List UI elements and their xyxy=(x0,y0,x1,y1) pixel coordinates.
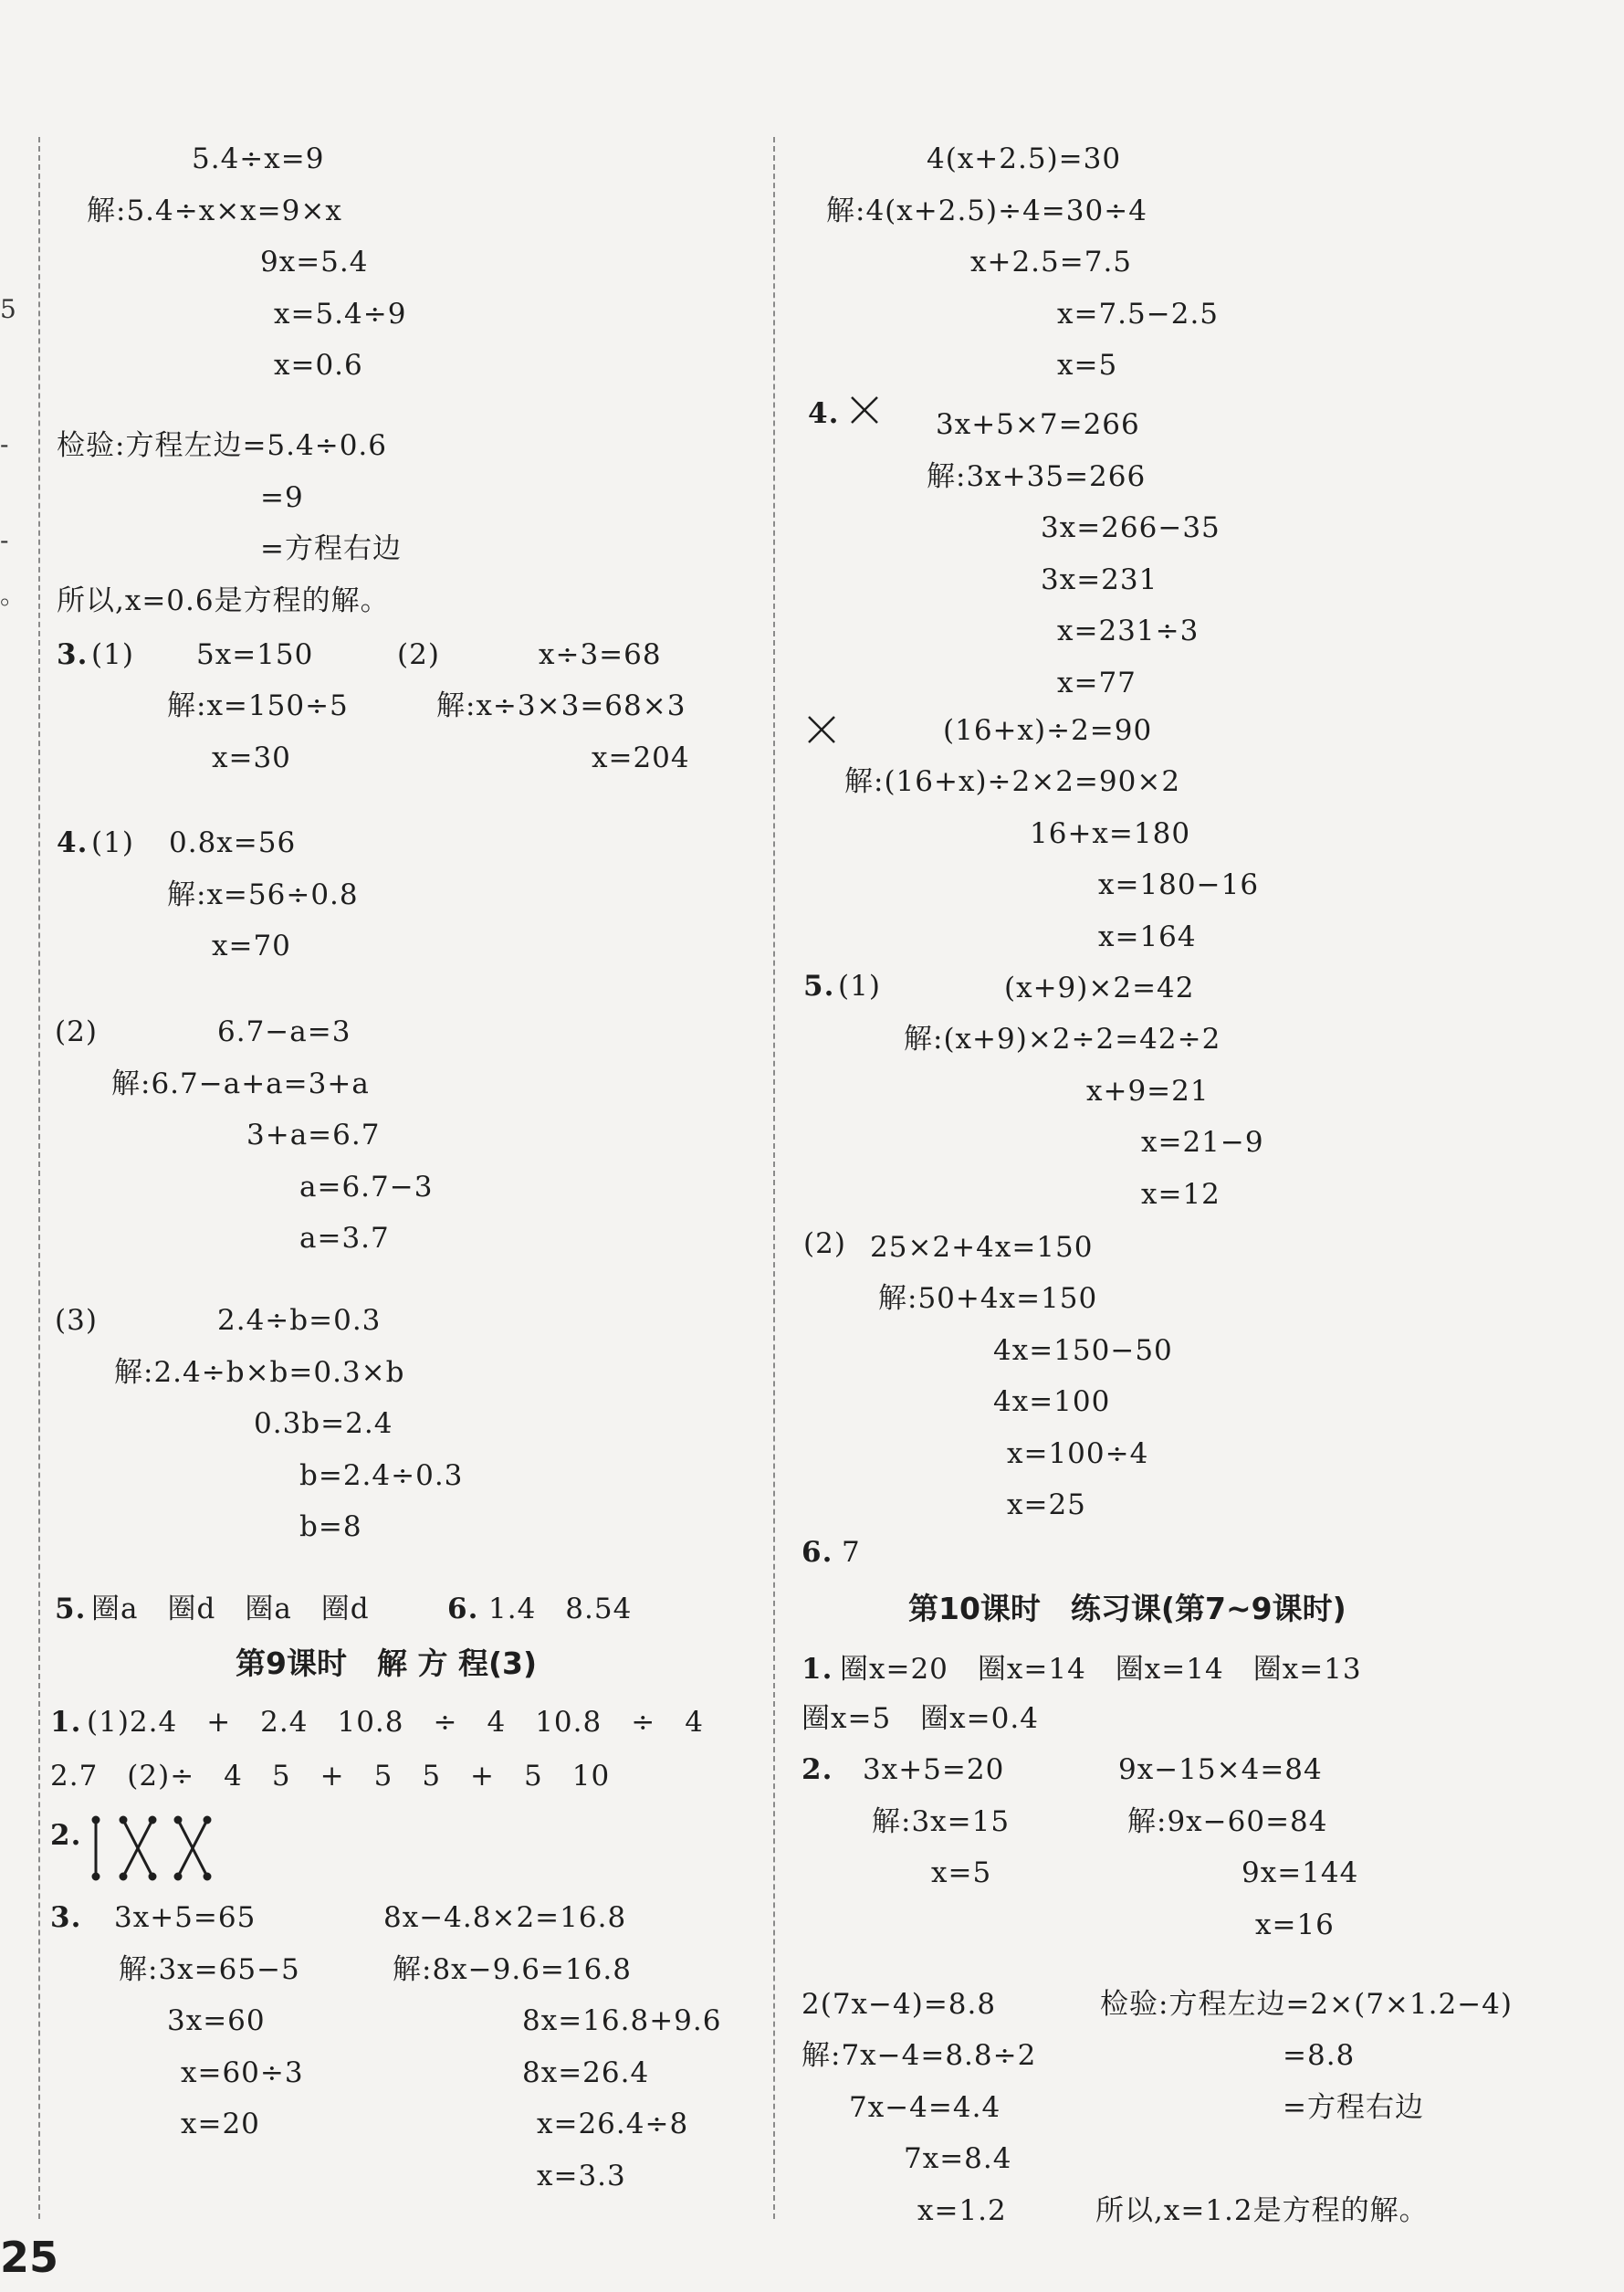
solution-line: 3x=266−35 xyxy=(1041,511,1221,544)
solution-line: 解:5.4÷x×x=9×x xyxy=(87,195,342,227)
solution-line: x=16 xyxy=(1255,1908,1335,1941)
solution-line: x=25 xyxy=(1007,1488,1086,1521)
equation-line: 4(x+2.5)=30 xyxy=(927,142,1122,175)
solution-line: x=0.6 xyxy=(274,349,363,382)
edge-fragment: - xyxy=(0,525,9,555)
solution-line: x=164 xyxy=(1098,920,1197,953)
solution-line: 解:8x−9.6=16.8 xyxy=(393,1953,632,1986)
answer-text: 2.7 (2)÷ 4 5 + 5 5 + 5 10 xyxy=(50,1760,611,1793)
solution-line: x+9=21 xyxy=(1086,1075,1210,1108)
solution-line: 9x=5.4 xyxy=(260,246,369,279)
sub-question-label: (2) xyxy=(803,1227,846,1260)
check-line: 检验:方程左边=5.4÷0.6 xyxy=(57,429,387,462)
equation-line: 25×2+4x=150 xyxy=(870,1231,1094,1264)
question-number: 4. xyxy=(57,826,89,859)
sub-question-label: (2) xyxy=(55,1015,98,1048)
solution-line: x=180−16 xyxy=(1098,868,1260,901)
answer-text: (1)2.4 + 2.4 10.8 ÷ 4 10.8 ÷ 4 xyxy=(87,1706,704,1739)
sub-question-label: (1) xyxy=(91,826,134,859)
solution-line: x=204 xyxy=(592,741,690,774)
solution-line: 解:3x=65−5 xyxy=(119,1953,300,1986)
check-line: 检验:方程左边=2×(7×1.2−4) xyxy=(1100,1988,1514,2021)
solution-line: a=6.7−3 xyxy=(299,1171,434,1204)
solution-line: 解:50+4x=150 xyxy=(878,1282,1098,1315)
equation-line: 9x−15×4=84 xyxy=(1118,1753,1323,1786)
solution-line: 解:x÷3×3=68×3 xyxy=(436,689,686,722)
solution-line: 解:(16+x)÷2×2=90×2 xyxy=(844,765,1181,798)
answer-text: 圈x=20 圈x=14 圈x=14 圈x=13 xyxy=(840,1653,1362,1686)
check-line: =方程右边 xyxy=(1283,2091,1424,2124)
equation-line: (16+x)÷2=90 xyxy=(943,714,1153,747)
answer-text: 圈a 圈d 圈a 圈d xyxy=(91,1593,370,1625)
question-number: 3. xyxy=(50,1901,82,1934)
answer-text: 1.4 8.54 xyxy=(488,1593,633,1625)
equation-line: 5.4÷x=9 xyxy=(192,142,325,175)
solution-line: 0.3b=2.4 xyxy=(254,1407,393,1440)
question-number: 3. xyxy=(57,638,89,671)
solution-line: 解:7x−4=8.8÷2 xyxy=(802,2039,1037,2072)
solution-line: 解:x=150÷5 xyxy=(167,689,349,722)
sub-question-label: (1) xyxy=(838,970,881,1003)
solution-line: 解:6.7−a+a=3+a xyxy=(111,1067,370,1100)
solution-line: 解:2.4÷b×b=0.3×b xyxy=(114,1356,405,1389)
conclusion-line: 所以,x=1.2是方程的解。 xyxy=(1095,2194,1429,2227)
equation-line: 3x+5=20 xyxy=(863,1753,1005,1786)
solution-line: x=231÷3 xyxy=(1057,615,1200,647)
solution-line: x=7.5−2.5 xyxy=(1057,298,1220,331)
answer-text: 圈x=5 圈x=0.4 xyxy=(802,1702,1039,1735)
solution-line: x=26.4÷8 xyxy=(537,2108,689,2140)
solution-line: 解:(x+9)×2÷2=42÷2 xyxy=(904,1023,1221,1056)
solution-line: x=70 xyxy=(212,930,291,962)
equation-line: 8x−4.8×2=16.8 xyxy=(383,1901,627,1934)
solution-line: x=30 xyxy=(212,741,291,774)
column-divider xyxy=(773,137,775,2219)
solution-line: 3x=60 xyxy=(167,2004,266,2037)
solution-line: 解:3x+35=266 xyxy=(927,460,1147,493)
edge-fragment: - xyxy=(0,429,9,459)
question-number: 6. xyxy=(447,1593,479,1625)
solution-line: x=21−9 xyxy=(1141,1126,1264,1159)
equation-line: 0.8x=56 xyxy=(169,826,297,859)
lesson-title: 第10课时 练习课(第7~9课时) xyxy=(908,1591,1346,1626)
sub-question-label: (1) xyxy=(91,638,134,671)
solution-line: 16+x=180 xyxy=(1030,817,1191,850)
solution-line: x=77 xyxy=(1057,667,1137,699)
equation-line: 3x+5=65 xyxy=(114,1901,257,1934)
solution-line: 8x=16.8+9.6 xyxy=(522,2004,722,2037)
solution-line: 7x=8.4 xyxy=(904,2142,1012,2175)
question-number: 4. xyxy=(808,397,840,430)
solution-line: x=3.3 xyxy=(537,2160,626,2192)
question-number: 5. xyxy=(55,1593,87,1625)
solution-line: 9x=144 xyxy=(1242,1856,1359,1889)
cross-mark-icon xyxy=(806,714,837,745)
question-number: 5. xyxy=(803,970,835,1003)
solution-line: x=100÷4 xyxy=(1007,1437,1149,1470)
lesson-title: 第9课时 解 方 程(3) xyxy=(236,1645,538,1681)
solution-line: x=5 xyxy=(931,1856,992,1889)
conclusion-line: 所以,x=0.6是方程的解。 xyxy=(57,584,390,617)
edge-fragment: 5 xyxy=(0,294,16,324)
check-line: =方程右边 xyxy=(260,532,402,565)
sub-question-label: (3) xyxy=(55,1304,98,1337)
question-number: 1. xyxy=(50,1706,82,1739)
solution-line: 4x=150−50 xyxy=(993,1334,1173,1367)
solution-line: x=5 xyxy=(1057,349,1118,382)
equation-line: x÷3=68 xyxy=(539,638,662,671)
answer-text: 7 xyxy=(842,1536,861,1569)
solution-line: a=3.7 xyxy=(299,1222,390,1255)
solution-line: x=20 xyxy=(181,2108,260,2140)
solution-line: x+2.5=7.5 xyxy=(970,246,1133,279)
solution-line: x=5.4÷9 xyxy=(274,298,407,331)
equation-line: (x+9)×2=42 xyxy=(1004,972,1195,1004)
solution-line: x=60÷3 xyxy=(181,2056,304,2089)
solution-line: 解:3x=15 xyxy=(872,1805,1011,1838)
solution-line: b=2.4÷0.3 xyxy=(299,1459,464,1492)
solution-line: 7x−4=4.4 xyxy=(849,2091,1001,2124)
check-line: =8.8 xyxy=(1283,2039,1356,2072)
equation-line: 2(7x−4)=8.8 xyxy=(802,1988,997,2021)
solution-line: 3+a=6.7 xyxy=(246,1119,381,1151)
sub-question-label: (2) xyxy=(397,638,440,671)
question-number: 1. xyxy=(802,1653,833,1686)
check-line: =9 xyxy=(260,481,304,514)
question-number: 2. xyxy=(50,1819,82,1852)
solution-line: 解:9x−60=84 xyxy=(1127,1805,1328,1838)
solution-line: x=12 xyxy=(1141,1178,1221,1211)
solution-line: x=1.2 xyxy=(917,2194,1007,2227)
matching-lines-drawing xyxy=(87,1813,215,1886)
cross-mark-icon xyxy=(849,394,880,426)
equation-line: 3x+5×7=266 xyxy=(936,408,1140,441)
question-number: 2. xyxy=(802,1753,833,1786)
solution-line: 3x=231 xyxy=(1041,563,1158,596)
solution-line: 8x=26.4 xyxy=(522,2056,650,2089)
solution-line: 解:4(x+2.5)÷4=30÷4 xyxy=(826,195,1147,227)
equation-line: 2.4÷b=0.3 xyxy=(217,1304,382,1337)
solution-line: 4x=100 xyxy=(993,1385,1111,1418)
solution-line: b=8 xyxy=(299,1510,362,1543)
equation-line: 6.7−a=3 xyxy=(217,1015,351,1048)
question-number: 6. xyxy=(802,1536,833,1569)
solution-line: 解:x=56÷0.8 xyxy=(167,878,359,911)
left-margin-divider xyxy=(38,137,40,2219)
equation-line: 5x=150 xyxy=(196,638,314,671)
page-number: 25 xyxy=(0,2233,59,2282)
edge-fragment: 。 xyxy=(0,580,26,610)
